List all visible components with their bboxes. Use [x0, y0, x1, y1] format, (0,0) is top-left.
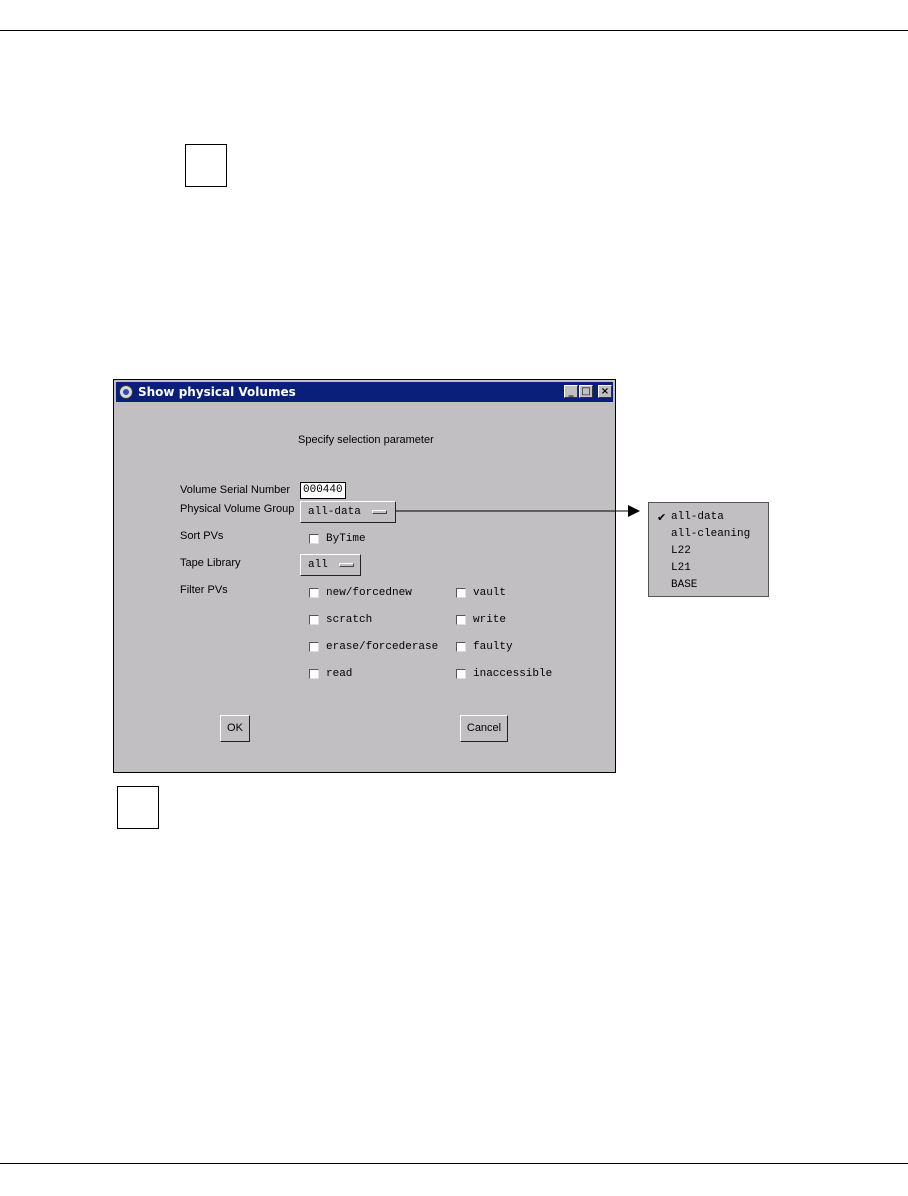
ok-button[interactable]: OK	[220, 715, 250, 742]
maximize-button[interactable]: □	[579, 385, 593, 398]
filter-label: inaccessible	[473, 668, 553, 680]
filter-label: read	[326, 668, 353, 680]
filter-label: new/forcednew	[326, 587, 412, 599]
cancel-button[interactable]: Cancel	[460, 715, 508, 742]
filter-pvs-label: Filter PVs	[180, 584, 228, 596]
menu-item[interactable]: L21	[671, 562, 691, 574]
volume-serial-input[interactable]: 000440	[300, 482, 346, 499]
form-heading: Specify selection parameter	[298, 434, 434, 446]
sort-pvs-label: Sort PVs	[180, 530, 224, 542]
menu-item[interactable]: all-data	[671, 511, 724, 523]
menu-item[interactable]: BASE	[671, 579, 698, 591]
volume-serial-label: Volume Serial Number	[180, 484, 291, 496]
tape-library-label: Tape Library	[180, 557, 241, 569]
minimize-button[interactable]: _	[564, 385, 578, 398]
filter-label: scratch	[326, 614, 373, 626]
check-icon: ✔	[657, 511, 667, 524]
pv-group-label: Physical Volume Group	[180, 503, 295, 515]
tape-library-value: all	[308, 559, 328, 571]
pv-group-value: all-data	[308, 506, 361, 518]
filter-label: erase/forcederase	[326, 641, 439, 653]
menu-item[interactable]: L22	[671, 545, 691, 557]
pv-group-dropdown-menu	[648, 502, 769, 597]
filter-label: vault	[473, 587, 507, 599]
window-title: Show physical Volumes	[138, 385, 296, 399]
filter-label: write	[473, 614, 507, 626]
filter-label: faulty	[473, 641, 513, 653]
bytime-label: ByTime	[326, 533, 366, 545]
close-button[interactable]: ×	[598, 385, 612, 398]
menu-item[interactable]: all-cleaning	[671, 528, 751, 540]
